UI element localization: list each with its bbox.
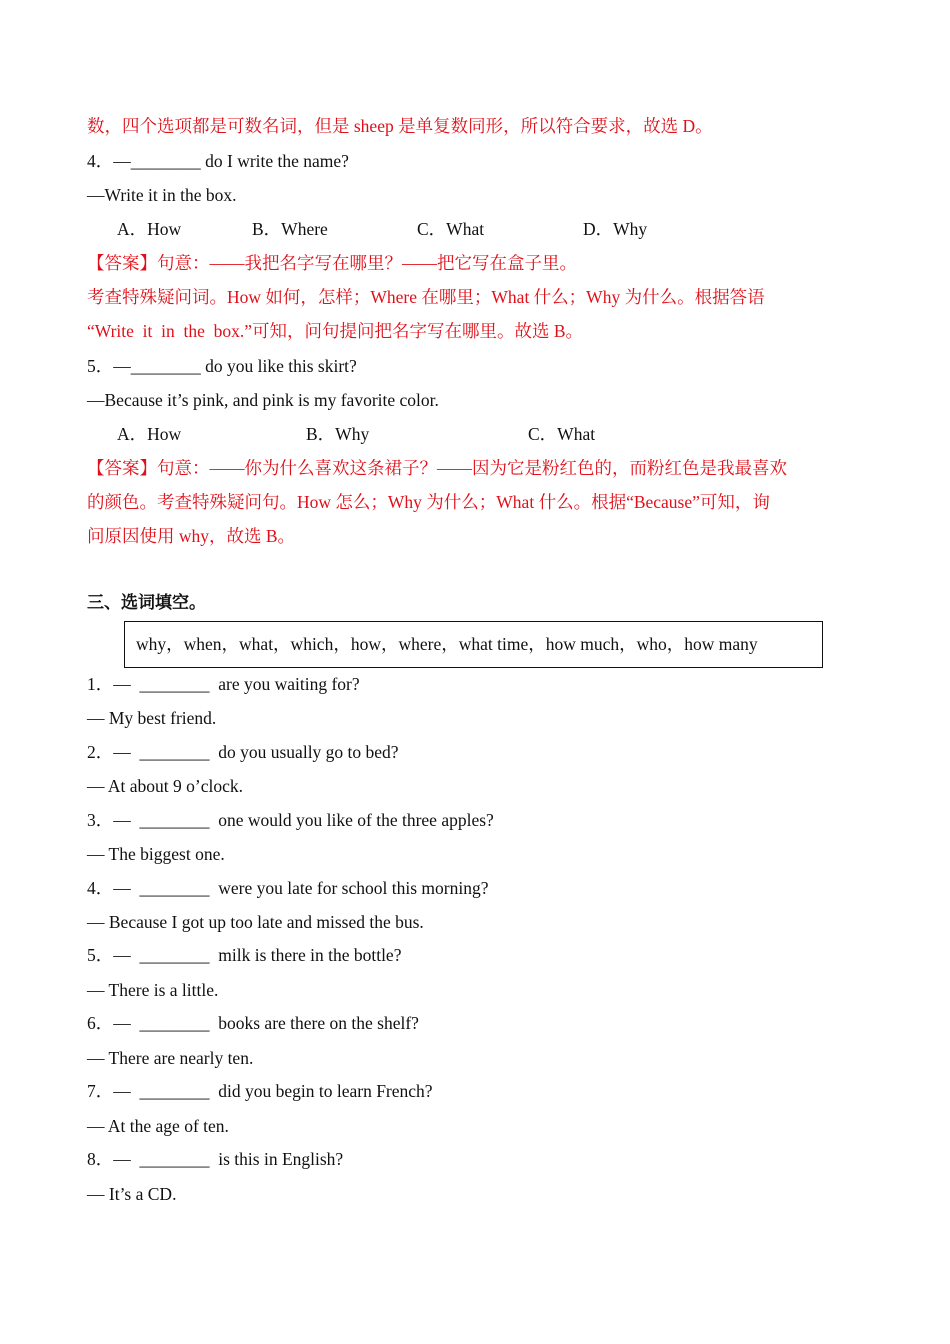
fill-a3: — The biggest one.	[87, 844, 225, 864]
q5-answer: —Because it’s pink, and pink is my favorite color.	[87, 390, 439, 410]
q5-option-c: C．What	[528, 424, 596, 444]
q4-option-c: C．What	[417, 219, 485, 239]
section-heading: 三、选词填空。	[87, 593, 206, 613]
fill-a5: — There is a little.	[87, 980, 219, 1000]
fill-a4: — Because I got up too late and missed the bus.	[87, 912, 424, 932]
previous-explanation: 数，四个选项都是可数名词，但是 sheep 是单复数同形，所以符合要求，故选 D。	[87, 116, 713, 136]
q4-key-1: 【答案】句意：——我把名字写在哪里？——把它写在盒子里。	[87, 253, 577, 273]
fill-a6: — There are nearly ten.	[87, 1048, 254, 1068]
fill-q5: 5．— ________ milk is there in the bottle?	[87, 945, 402, 965]
fill-q6: 6．— ________ books are there on the shelf?	[87, 1013, 419, 1033]
fill-q3: 3．— ________ one would you like of the three apples?	[87, 810, 494, 830]
fill-q7: 7．— ________ did you begin to learn French?	[87, 1081, 433, 1101]
fill-a1: — My best friend.	[87, 708, 217, 728]
fill-a8: — It’s a CD.	[87, 1184, 177, 1204]
word-bank-text: why，when，what，which，how，where，what time，how much，who，how many	[136, 634, 758, 654]
fill-q2: 2．— ________ do you usually go to bed?	[87, 742, 399, 762]
q5-key-3: 问原因使用 why，故选 B。	[87, 526, 296, 546]
q4-question: 4．—________ do I write the name?	[87, 151, 349, 171]
word-bank-box	[124, 621, 823, 668]
q4-key-2: 考查特殊疑问词。How 如何，怎样；Where 在哪里；What 什么；Why 为什么。根据答语	[87, 287, 765, 307]
q5-option-b: B．Why	[306, 424, 370, 444]
fill-q4: 4．— ________ were you late for school this morning?	[87, 878, 489, 898]
q5-question: 5．—________ do you like this skirt?	[87, 356, 357, 376]
q4-option-d: D．Why	[583, 219, 648, 239]
q5-key-1: 【答案】句意：——你为什么喜欢这条裙子？——因为它是粉红色的，而粉红色是我最喜欢	[87, 458, 787, 478]
q4-option-b: B．Where	[252, 219, 328, 239]
fill-q8: 8．— ________ is this in English?	[87, 1149, 344, 1169]
fill-q1: 1．— ________ are you waiting for?	[87, 674, 360, 694]
q5-option-a: A．How	[117, 424, 182, 444]
fill-a2: — At about 9 o’clock.	[87, 776, 244, 796]
fill-a7: — At the age of ten.	[87, 1116, 229, 1136]
q5-key-2: 的颜色。考查特殊疑问句。How 怎么；Why 为什么；What 什么。根据“Because”可知，询	[87, 492, 770, 512]
q4-answer: —Write it in the box.	[87, 185, 237, 205]
q4-key-3: “Write it in the box.”可知，问句提问把名字写在哪里。故选 B。	[87, 321, 584, 341]
q4-option-a: A．How	[117, 219, 182, 239]
